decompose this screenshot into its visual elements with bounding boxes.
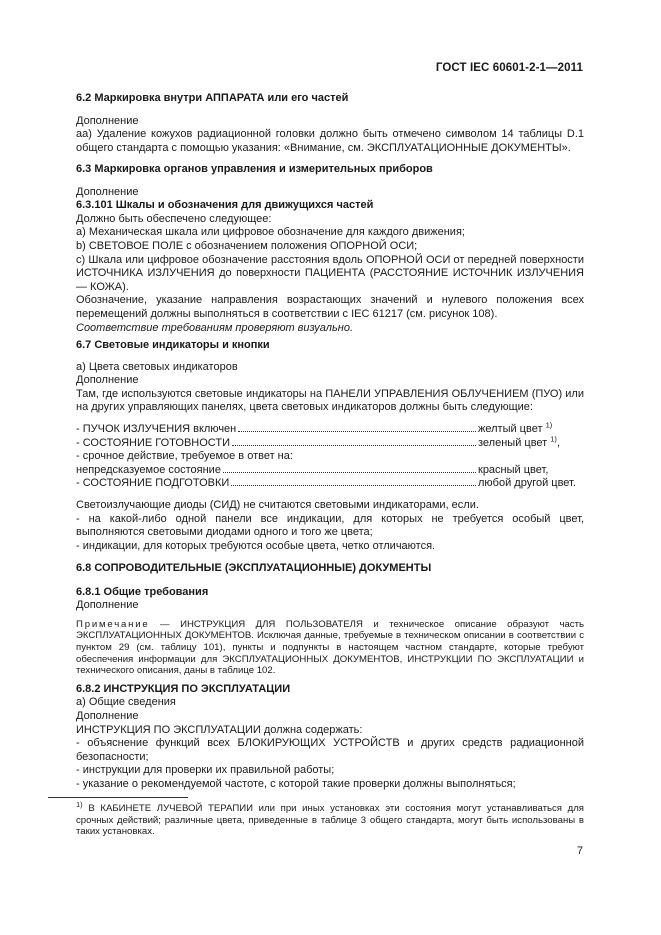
paragraph: Светоизлучающие диоды (СИД) не считаются световыми индикаторами, если. xyxy=(76,498,479,511)
section-6-3 xyxy=(76,163,584,335)
section-title: 6.3 Маркировка органов управления и измерительных приборов xyxy=(76,163,433,175)
list-item: а) Цвета световых индикаторов xyxy=(76,360,238,373)
subsection-title: 6.8.1 Общие требования xyxy=(76,585,209,598)
section-6-8 xyxy=(76,562,584,792)
indicator-color: любой другой цвет. xyxy=(478,477,576,490)
indicator-label: непредсказуемое состояние xyxy=(76,463,221,476)
addition-label: Дополнение xyxy=(76,599,139,612)
addition-label: Дополнение xyxy=(76,374,139,387)
footnote-mark: 1) xyxy=(76,799,83,809)
list-item: - инструкции для проверки их правильной работы; xyxy=(76,764,335,777)
paragraph: Должно быть обеспечено следующее: xyxy=(76,212,272,225)
indicator-row xyxy=(76,477,584,491)
leader-dots xyxy=(223,471,476,473)
list-item: b) СВЕТОВОЕ ПОЛЕ с обозначением положения ОПОРНОЙ ОСИ; xyxy=(76,239,418,252)
list-item: а) Общие сведения xyxy=(76,696,176,709)
leader-dots xyxy=(232,444,476,446)
indicator-row xyxy=(76,420,584,437)
indicator-label: - СОСТОЯНИЕ ГОТОВНОСТИ xyxy=(76,436,230,449)
list-item: - указание о рекомендуемой частоте, с которой такие проверки должны выполняться; xyxy=(76,777,516,790)
paragraph: аа) Удаление кожухов радиационной головки должно быть отмечено символом 14 таблицы D.1 общего стандарта с помощью указания: «Внимание, см. ЭКСПЛУАТАЦИОННЫЕ ДОКУМЕНТЫ». xyxy=(76,128,584,154)
list-item: c) Шкала или цифровое обозначение расстояния вдоль ОПОРНОЙ ОСИ от передней поверхности ИСТОЧНИКА ИЗЛУЧЕНИЯ до поверхности ПАЦИЕНТА (РАССТОЯНИЕ ИСТОЧНИК ИЗЛУЧЕНИЯ — КОЖА). xyxy=(76,253,584,293)
leader-dots xyxy=(238,430,476,432)
addition-label: Дополнение xyxy=(76,114,139,127)
subsection-title: 6.3.101 Шкалы и обозначения для движущихся частей xyxy=(76,199,374,212)
leader-dots xyxy=(231,484,476,486)
addition-label: Дополнение xyxy=(76,185,139,198)
indicator-color-list xyxy=(76,420,584,491)
list-item: a) Механическая шкала или цифровое обозначение для каждого движения; xyxy=(76,226,465,239)
footnote xyxy=(76,799,584,838)
list-item: - срочное действие, требуемое в ответ на: xyxy=(76,450,293,463)
indicator-label: - ПУЧОК ИЗЛУЧЕНИЯ включен xyxy=(76,422,237,435)
list-item: - объяснение функций всех БЛОКИРУЮЩИХ УСТРОЙСТВ и других средств радиационной безопасности; xyxy=(76,737,584,763)
subsection-title: 6.8.2 ИНСТРУКЦИЯ ПО ЭКСПЛУАТАЦИИ xyxy=(76,682,291,695)
standard-header: ГОСТ IEC 60601-2-1—2011 xyxy=(435,62,583,74)
section-6-7 xyxy=(76,339,584,553)
note-text: — ИНСТРУКЦИЯ ДЛЯ ПОЛЬЗОВАТЕЛЯ и техническое описание образуют часть ЭКСПЛУАТАЦИОННЫХ ДОКУМЕНТОВ. Исключая данные, требуемые в техническом описании в соответствии с пунктом 29 (см. таблицу 101), пункты и подпункты в настоящем частном стандарте, которые требуют обеспечения информации для ЭКСПЛУАТАЦИОННЫХ ДОКУМЕНТОВ, ИНСТРУКЦИИ ПО ЭКСПЛУАТАЦИИ и технического описания, даны в таблице 102. xyxy=(76,618,584,677)
list-item: - индикации, для которых требуются особые цвета, четко отличаются. xyxy=(76,539,436,552)
page-number: 7 xyxy=(576,845,583,857)
note-label: Примечание xyxy=(76,618,150,630)
paragraph: ИНСТРУКЦИЯ ПО ЭКСПЛУАТАЦИИ должна содержать: xyxy=(76,723,363,736)
indicator-color: желтый цвет $^{1)}$ xyxy=(478,420,553,435)
paragraph: Обозначение, указание направления возрастающих значений и нулевого положения всех перемещений должны выполняться в соответствии с IEC 61217 (см. рисунок 108). xyxy=(76,294,584,320)
addition-label: Дополнение xyxy=(76,709,139,722)
list-item: - на какой-либо одной панели все индикации, для которых не требуется особый цвет, выполняются световыми диодами одного и того же цвета; xyxy=(76,512,584,539)
section-title: 6.7 Световые индикаторы и кнопки xyxy=(76,339,270,351)
compliance-text: Соответствие требованиям проверяют визуально. xyxy=(76,321,353,334)
section-title: 6.8 СОПРОВОДИТЕЛЬНЫЕ (ЭКСПЛУАТАЦИОННЫЕ) ДОКУМЕНТЫ xyxy=(76,562,432,574)
section-title: 6.2 Маркировка внутри АППАРАТА или его частей xyxy=(76,92,349,104)
paragraph: Там, где используются световые индикаторы на ПАНЕЛИ УПРАВЛЕНИЯ ОБЛУЧЕНИЕМ (ПУО) или на других управляющих панелях, цвета световых индикаторов должны быть следующие: xyxy=(76,387,584,414)
footnote-text: В КАБИНЕТЕ ЛУЧЕВОЙ ТЕРАПИИ или при иных установках эти состояния могут устанавливаться для срочных действий; различные цвета, приведенные в таблице 3 общего стандарта, могут быть использованы в таких установках. xyxy=(76,803,584,838)
indicator-row xyxy=(76,433,584,451)
footnote-divider xyxy=(48,797,188,798)
indicator-color: зеленый цвет $^{1)}$, xyxy=(478,433,560,449)
note-paragraph xyxy=(76,619,584,677)
section-6-2 xyxy=(76,92,584,155)
indicator-color: красный цвет, xyxy=(478,463,549,476)
indicator-label: - СОСТОЯНИЕ ПОДГОТОВКИ xyxy=(76,477,230,490)
indicator-row xyxy=(76,464,584,478)
